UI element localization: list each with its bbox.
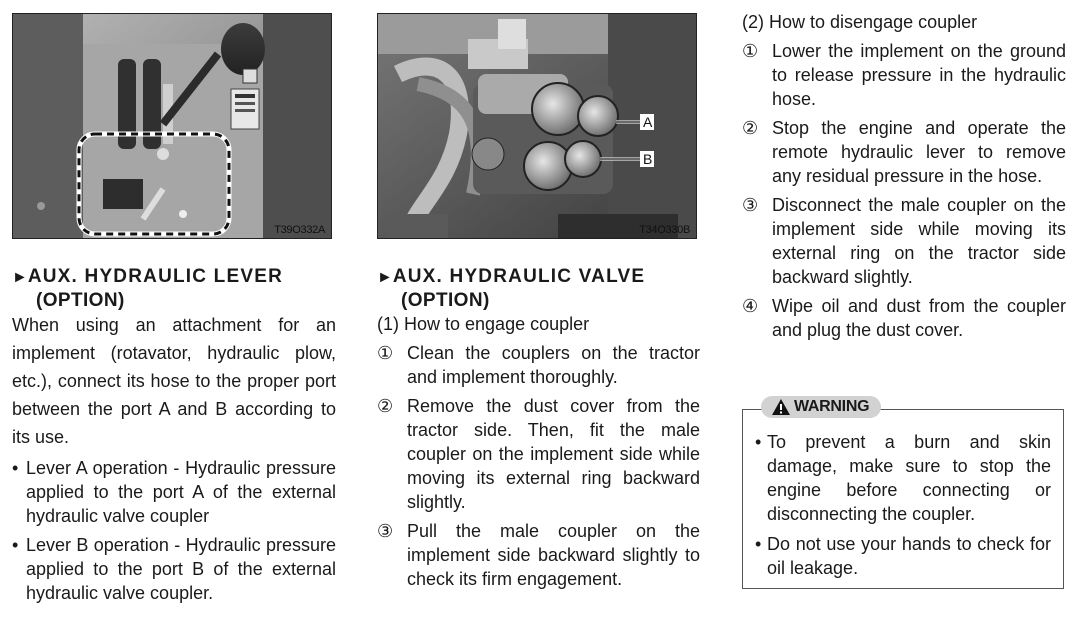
heading-line-2: (OPTION) (36, 290, 125, 311)
step-text: Disconnect the male coupler on the implement side while moving its external ring on the tractor side backward slightly. (772, 195, 1066, 287)
bullet-mark: • (755, 534, 762, 554)
disengage-step (742, 39, 1066, 111)
engage-subheading: (1) How to engage coupler (377, 314, 590, 334)
hydraulic-lever-photo (12, 13, 332, 239)
disengage-step (742, 193, 1066, 289)
disengage-subheading: (2) How to disengage coupler (742, 12, 978, 32)
bullet-mark: • (12, 458, 19, 478)
warning-bullet (755, 532, 1051, 580)
photo-code: T34O330B (639, 224, 690, 236)
step-number: ③ (742, 195, 759, 215)
hydraulic-valve-photo (377, 13, 697, 239)
step-text: Remove the dust cover from the tractor side. Then, fit the male coupler on the implement side while moving its external ring backward slightly. (407, 396, 700, 512)
lever-body (12, 311, 336, 605)
disengage-step (742, 294, 1066, 342)
warning-items (755, 430, 1051, 586)
lever-bullet (12, 533, 336, 605)
bullet-mark: • (12, 535, 19, 555)
photo-code: T39O332A (274, 224, 325, 236)
engage-step (377, 519, 700, 591)
step-number: ① (742, 41, 759, 61)
disengage-step (742, 116, 1066, 188)
warning-label (761, 396, 881, 418)
heading-line-1: AUX. HYDRAULIC VALVE (392, 266, 646, 287)
port-label-b: B (643, 151, 653, 167)
warning-label-text: WARNING (794, 398, 870, 415)
step-number: ① (377, 343, 394, 363)
valve-body (377, 312, 700, 591)
step-number: ② (742, 118, 759, 138)
engage-step (377, 341, 700, 389)
bullet-text: Lever B operation - Hydraulic pressure applied to the port B of the external hydraulic valve coupler. (26, 535, 336, 603)
bullet-text: To prevent a burn and skin damage, make sure to stop the engine before connecting or disconnecting the coupler. (767, 432, 1051, 524)
lever-bullet (12, 456, 336, 528)
section-heading-aux-hydraulic-valve (377, 265, 700, 312)
disengage-body (742, 10, 1066, 342)
heading-line-2: (OPTION) (401, 290, 490, 311)
bullet-text: Lever A operation - Hydraulic pressure applied to the port A of the external hydraulic valve coupler (26, 458, 336, 526)
triangle-arrow-icon: ► (12, 269, 28, 286)
port-label-a: A (643, 114, 653, 130)
section-heading-aux-hydraulic-lever (12, 265, 336, 312)
heading-line-1: AUX. HYDRAULIC LEVER (27, 266, 284, 287)
warning-box (742, 398, 1064, 589)
step-text: Stop the engine and operate the remote hydraulic lever to remove any residual pressure in the hose. (772, 118, 1066, 186)
lever-intro-paragraph: When using an attachment for an implement (rotavator, hydraulic plow, etc.), connect its hose to the proper port between the port A and B according to its use. (12, 315, 336, 447)
warning-triangle-icon (771, 398, 791, 416)
triangle-arrow-icon: ► (377, 269, 393, 286)
bullet-mark: • (755, 432, 762, 452)
step-text: Wipe oil and dust from the coupler and plug the dust cover. (772, 296, 1066, 340)
step-text: Pull the male coupler on the implement side backward slightly to check its firm engagement. (407, 521, 700, 589)
step-number: ③ (377, 521, 394, 541)
step-text: Clean the couplers on the tractor and implement thoroughly. (407, 343, 700, 387)
bullet-text: Do not use your hands to check for oil leakage. (767, 534, 1051, 578)
step-number: ② (377, 396, 394, 416)
engage-step (377, 394, 700, 514)
lever-photo-illustration (13, 14, 332, 239)
step-text: Lower the implement on the ground to release pressure in the hydraulic hose. (772, 41, 1066, 109)
warning-bullet (755, 430, 1051, 526)
step-number: ④ (742, 296, 759, 316)
